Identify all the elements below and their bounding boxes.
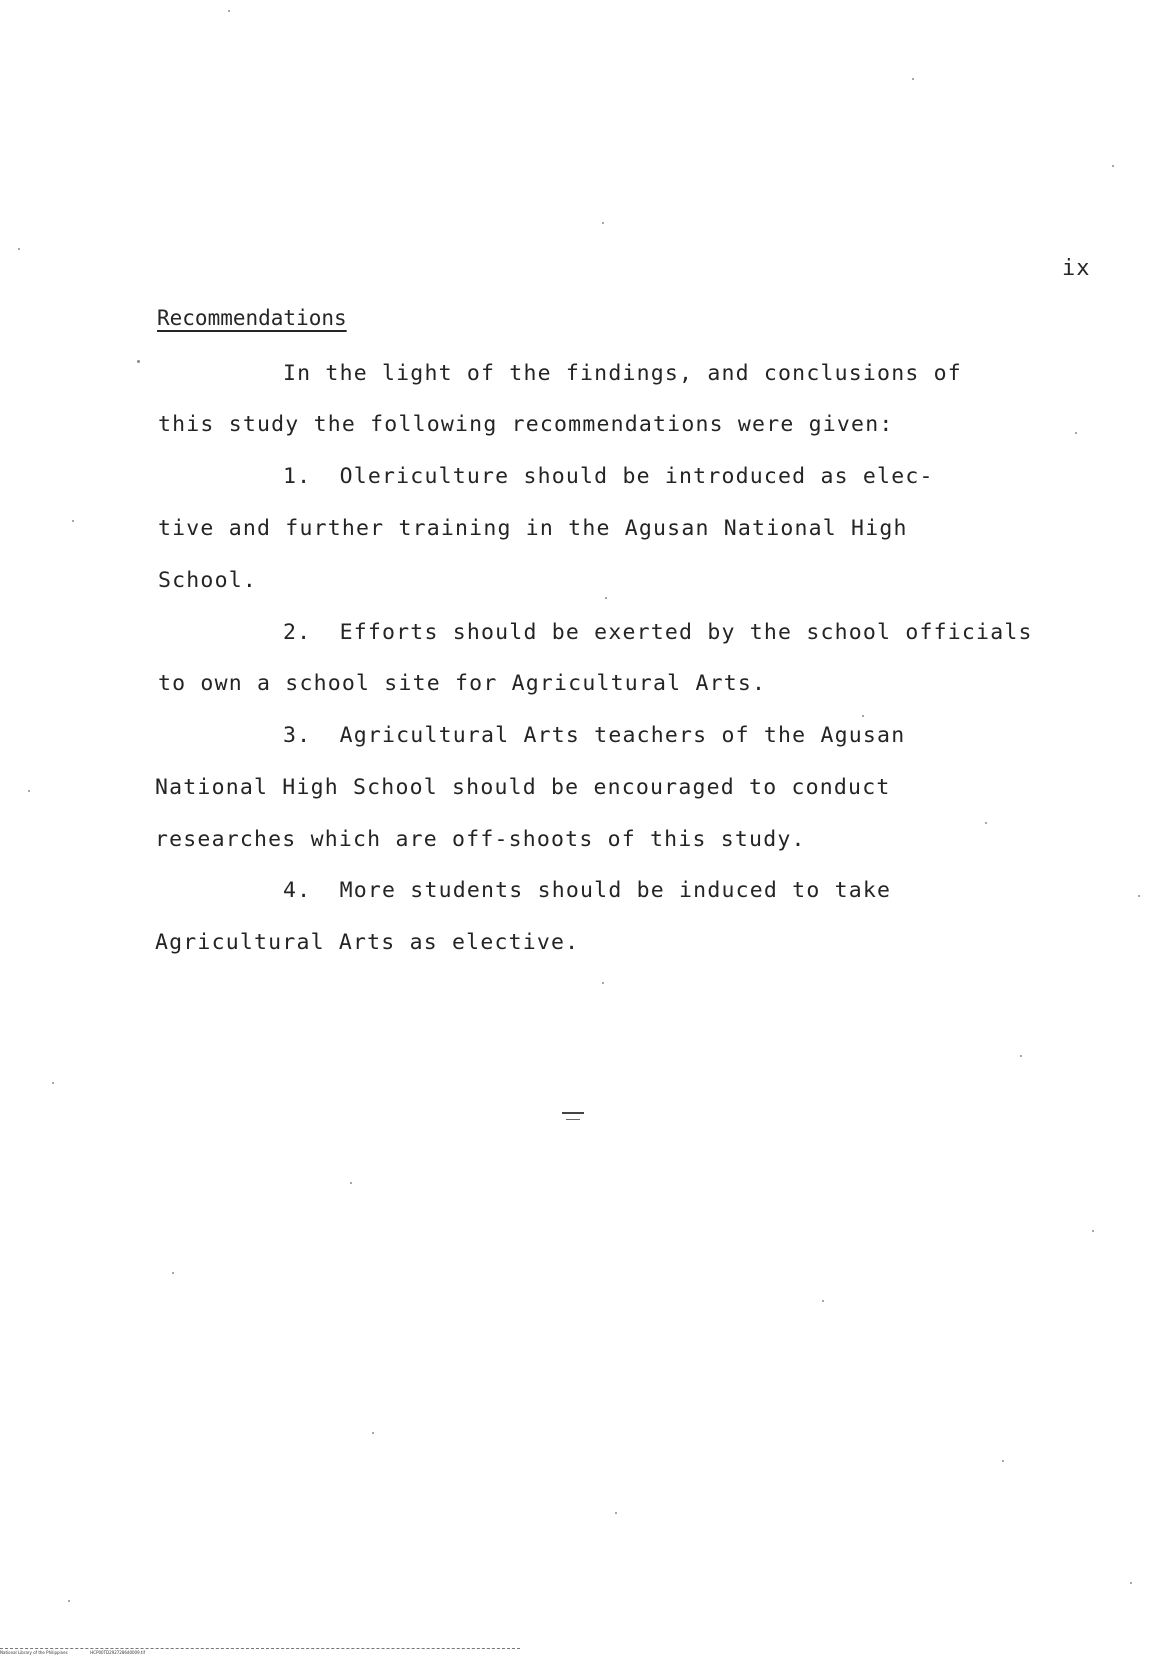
recommendation-item-4: 4. More students should be induced to take bbox=[283, 878, 892, 903]
section-heading: Recommendations bbox=[157, 306, 347, 330]
recommendation-item-3: 3. Agricultural Arts teachers of the Agusan bbox=[283, 723, 906, 748]
scan-mark bbox=[566, 1119, 580, 1120]
recommendation-item-3-line: National High School should be encouraged to conduct bbox=[155, 775, 891, 800]
recommendation-item-1: 1. Olericulture should be introduced as elec- bbox=[283, 464, 934, 489]
recommendation-item-3-line: researches which are off-shoots of this study. bbox=[155, 827, 806, 852]
recommendation-item-1-line: tive and further training in the Agusan National High bbox=[158, 516, 908, 541]
recommendation-item-2: 2. Efforts should be exerted by the school officials bbox=[283, 620, 1033, 645]
recommendation-item-2-line: to own a school site for Agricultural Arts. bbox=[158, 671, 767, 696]
footer-file: HCP00TD2927286d0009.tif bbox=[90, 1650, 145, 1655]
recommendation-item-4-line: Agricultural Arts as elective. bbox=[155, 930, 580, 955]
paragraph-line: In the light of the findings, and conclusions of bbox=[283, 361, 962, 386]
page-number: ix bbox=[1062, 256, 1091, 281]
recommendation-item-1-line: School. bbox=[158, 568, 258, 593]
scan-mark bbox=[562, 1112, 584, 1114]
paragraph-line: this study the following recommendations were given: bbox=[158, 412, 894, 437]
scan-footer bbox=[0, 1650, 145, 1655]
footer-library: National Library of the Philippines bbox=[0, 1650, 68, 1655]
